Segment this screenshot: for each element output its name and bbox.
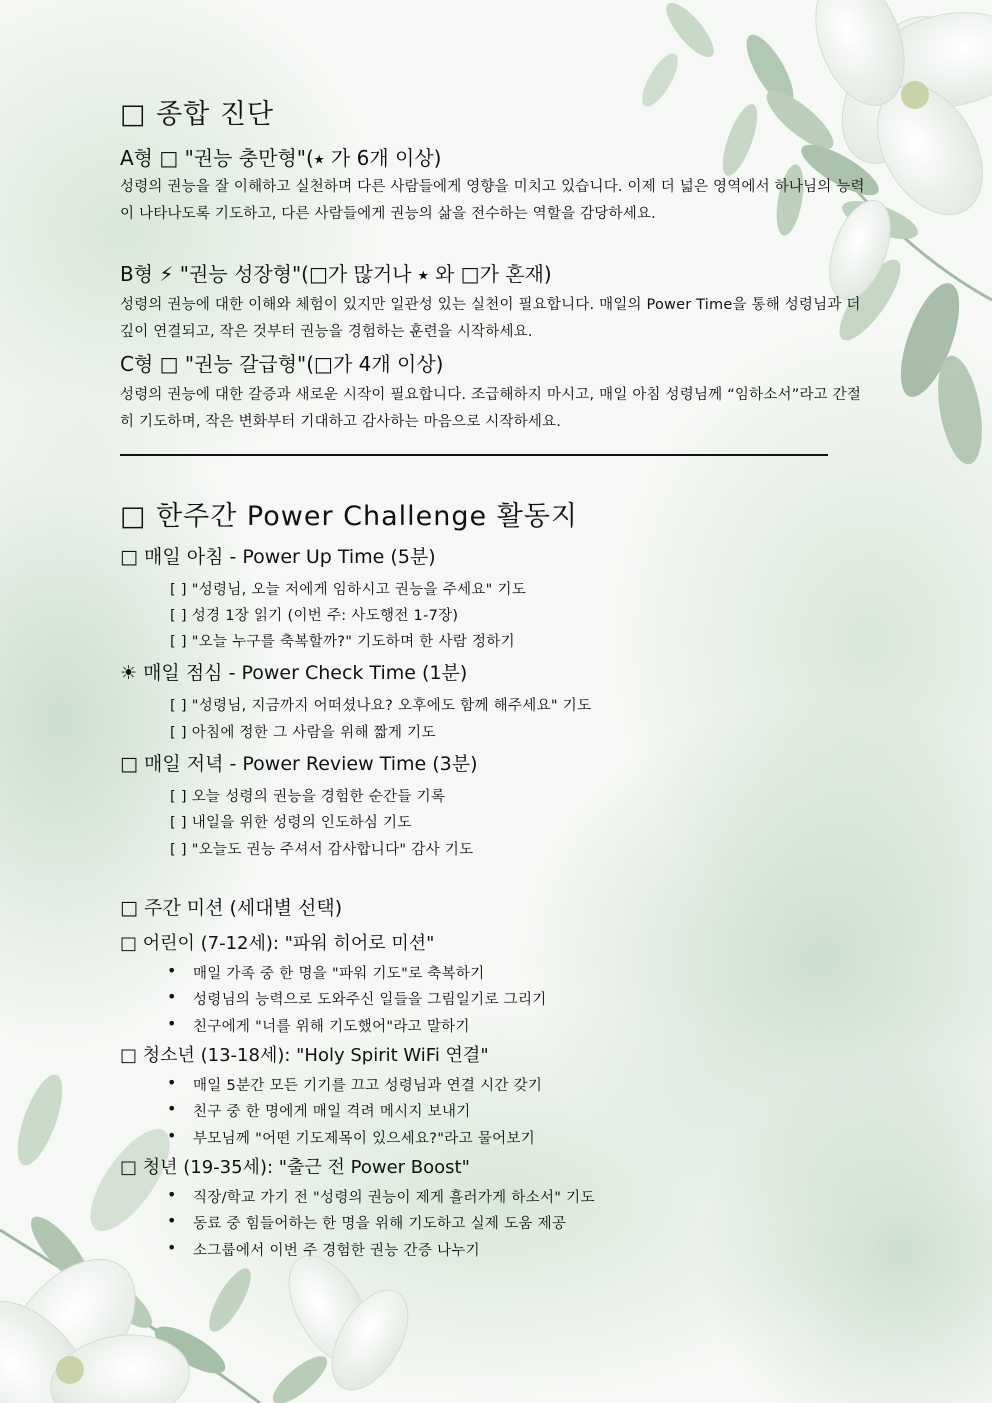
evening-item[interactable]: [ ] 내일을 위한 성령의 인도하심 기도 [170, 815, 412, 831]
list-item: • 성령님의 능력으로 도와주신 일들을 그림일기로 그리기 [193, 988, 547, 1009]
noon-item[interactable]: [ ] "성령님, 지금까지 어떠셨나요? 오후에도 함께 해주세요" 기도 [170, 698, 592, 714]
type-c-description: 성령의 권능에 대한 갈증과 새로운 시작이 필요합니다. 조급해하지 마시고, 매일 아침 성령님께 “임하소서”라고 간절히 기도하며, 작은 변화부터 기대하고 감사하는 마음으로 시작하세요. [120, 387, 862, 430]
evening-heading: □ 매일 저녁 - Power Review Time (3분) [120, 753, 478, 775]
challenge-title: □ 한주간 Power Challenge 활동지 [120, 501, 578, 532]
list-item: • 부모님께 "어떤 기도제목이 있으세요?"라고 물어보기 [193, 1127, 535, 1148]
diagnosis-title: □ 종합 진단 [120, 99, 275, 130]
type-b-description: 성령의 권능에 대한 이해와 체험이 있지만 일관성 있는 실천이 필요합니다. 매일의 Power Time을 통해 성령님과 더 깊이 연결되고, 작은 것부터 권능을 경험하는 훈련을 시작하세요. [120, 297, 861, 340]
young-adult-mission-heading: □ 청년 (19-35세): "출근 전 Power Boost" [120, 1157, 470, 1178]
noon-item[interactable]: [ ] 아침에 정한 그 사람을 위해 짧게 기도 [170, 725, 436, 741]
evening-item[interactable]: [ ] "오늘도 권능 주셔서 감사합니다" 감사 기도 [170, 842, 474, 858]
morning-item[interactable]: [ ] "성령님, 오늘 저에게 임하시고 권능을 주세요" 기도 [170, 582, 527, 598]
list-item: • 동료 중 힘들어하는 한 명을 위해 기도하고 실제 도움 제공 [193, 1212, 566, 1233]
type-b-heading: B형 ⚡ "권능 성장형"(□가 많거나 ⭑ 와 □가 혼재) [120, 262, 552, 286]
morning-item[interactable]: [ ] 성경 1장 읽기 (이번 주: 사도행전 1-7장) [170, 608, 459, 624]
type-a-description: 성령의 권능을 잘 이해하고 실천하며 다른 사람들에게 영향을 미치고 있습니다. 이제 더 넓은 영역에서 하나님의 능력이 나타나도록 기도하고, 다른 사람들에게 권능의 삶을 전수하는 역할을 감당하세요. [120, 179, 865, 222]
morning-heading: □ 매일 아침 - Power Up Time (5분) [120, 546, 436, 568]
list-item: • 직장/학교 가기 전 "성령의 권능이 제게 흘러가게 하소서" 기도 [193, 1186, 595, 1207]
type-c-heading: C형 □ "권능 갈급형"(□가 4개 이상) [120, 352, 444, 376]
evening-item[interactable]: [ ] 오늘 성령의 권능을 경험한 순간들 기록 [170, 789, 446, 805]
list-item: • 친구 중 한 명에게 매일 격려 메시지 보내기 [193, 1100, 471, 1121]
morning-item[interactable]: [ ] "오늘 누구를 축복할까?" 기도하며 한 사람 정하기 [170, 634, 515, 650]
list-item: • 친구에게 "너를 위해 기도했어"라고 말하기 [193, 1015, 470, 1036]
list-item: • 매일 가족 중 한 명을 "파워 기도"로 축복하기 [193, 962, 485, 983]
children-mission-heading: □ 어린이 (7-12세): "파워 히어로 미션" [120, 933, 435, 954]
section-divider [120, 454, 828, 456]
list-item: • 소그룹에서 이번 주 경험한 권능 간증 나누기 [193, 1239, 480, 1260]
type-a-heading: A형 □ "권능 충만형"(⭑ 가 6개 이상) [120, 146, 442, 170]
youth-mission-heading: □ 청소년 (13-18세): "Holy Spirit WiFi 연결" [120, 1045, 489, 1066]
noon-heading: ☀ 매일 점심 - Power Check Time (1분) [120, 662, 468, 684]
list-item: • 매일 5분간 모든 기기를 끄고 성령님과 연결 시간 갖기 [193, 1074, 542, 1095]
mission-title: □ 주간 미션 (세대별 선택) [120, 897, 343, 919]
